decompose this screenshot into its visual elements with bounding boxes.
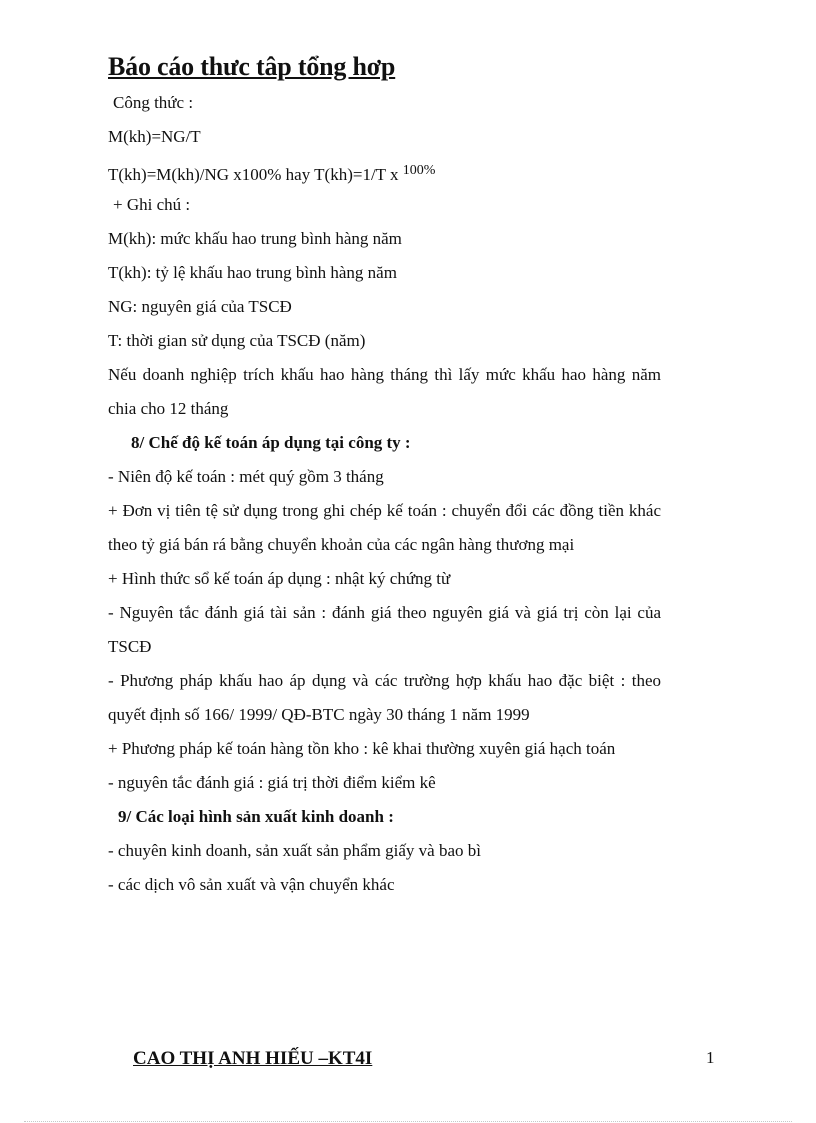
- document-body: [108, 86, 661, 902]
- formula-line-2-main: T(kh)=M(kh)/NG x100% hay T(kh)=1/T x: [108, 165, 399, 184]
- paragraph-phuong-phap-ke-toan: + Phương pháp kế toán hàng tồn kho : kê khai thường xuyên giá hạch toán: [108, 739, 616, 758]
- page-bottom-divider: [24, 1121, 792, 1122]
- formula-line-1: M(kh)=NG/T: [108, 127, 201, 146]
- formula-heading: Công thức :: [113, 93, 194, 112]
- item-hinh-thuc-so: + Hình thức sổ kế toán áp dụng : nhật ký chứng từ: [108, 569, 451, 588]
- note-heading: + Ghi chú :: [113, 195, 191, 214]
- document-title: Báo cáo thưc tâp tổng hơp: [108, 52, 396, 81]
- formula-line-2-percent: 100%: [402, 163, 436, 178]
- item-nien-do: - Niên độ kế toán : mét quý gồm 3 tháng: [108, 467, 384, 486]
- note-t: T: thời gian sử dụng của TSCĐ (năm): [108, 331, 366, 350]
- section-heading-9: 9/ Các loại hình sản xuất kinh doanh :: [118, 807, 394, 826]
- item-nguyen-tac-danh-gia: - nguyên tắc đánh giá : giá trị thời điểm kiểm kê: [108, 773, 436, 792]
- page-number: 1: [706, 1048, 715, 1067]
- item-dich-vu: - các dịch vô sản xuất và vận chuyển khác: [108, 875, 395, 894]
- section-heading-8: 8/ Chế độ kế toán áp dụng tại công ty :: [131, 433, 411, 452]
- note-tkh: T(kh): tỷ lệ khấu hao trung bình hàng năm: [108, 263, 397, 282]
- paragraph-nguyen-tac-tai-san: - Nguyên tắc đánh giá tài sản : đánh giá theo nguyên giá và giá trị còn lại của TSCĐ: [108, 603, 661, 656]
- footer-author: CAO THỊ ANH HIẾU –KT4I: [133, 1048, 373, 1069]
- paragraph-monthly-depreciation: Nếu doanh nghiệp trích khấu hao hàng tháng thì lấy mức khấu hao hàng năm chia cho 12 tháng: [108, 365, 661, 418]
- note-ng: NG: nguyên giá của TSCĐ: [108, 297, 292, 316]
- item-chuyen-kinh-doanh: - chuyên kinh doanh, sản xuất sản phẩm giấy và bao bì: [108, 841, 481, 860]
- paragraph-phuong-phap-khau-hao: - Phương pháp khấu hao áp dụng và các trường hợp khấu hao đặc biệt : theo quyết định số 166/ 1999/ QĐ-BTC ngày 30 tháng 1 năm 1999: [108, 671, 661, 724]
- note-mkh: M(kh): mức khấu hao trung bình hàng năm: [108, 229, 402, 248]
- paragraph-don-vi-tien-te: + Đơn vị tiên tệ sử dụng trong ghi chép kế toán : chuyển đổi các đồng tiền khác theo tỷ giá bán rá bằng chuyển khoản của các ngân hàng thương mại: [108, 501, 661, 554]
- formula-line-2: [108, 154, 661, 188]
